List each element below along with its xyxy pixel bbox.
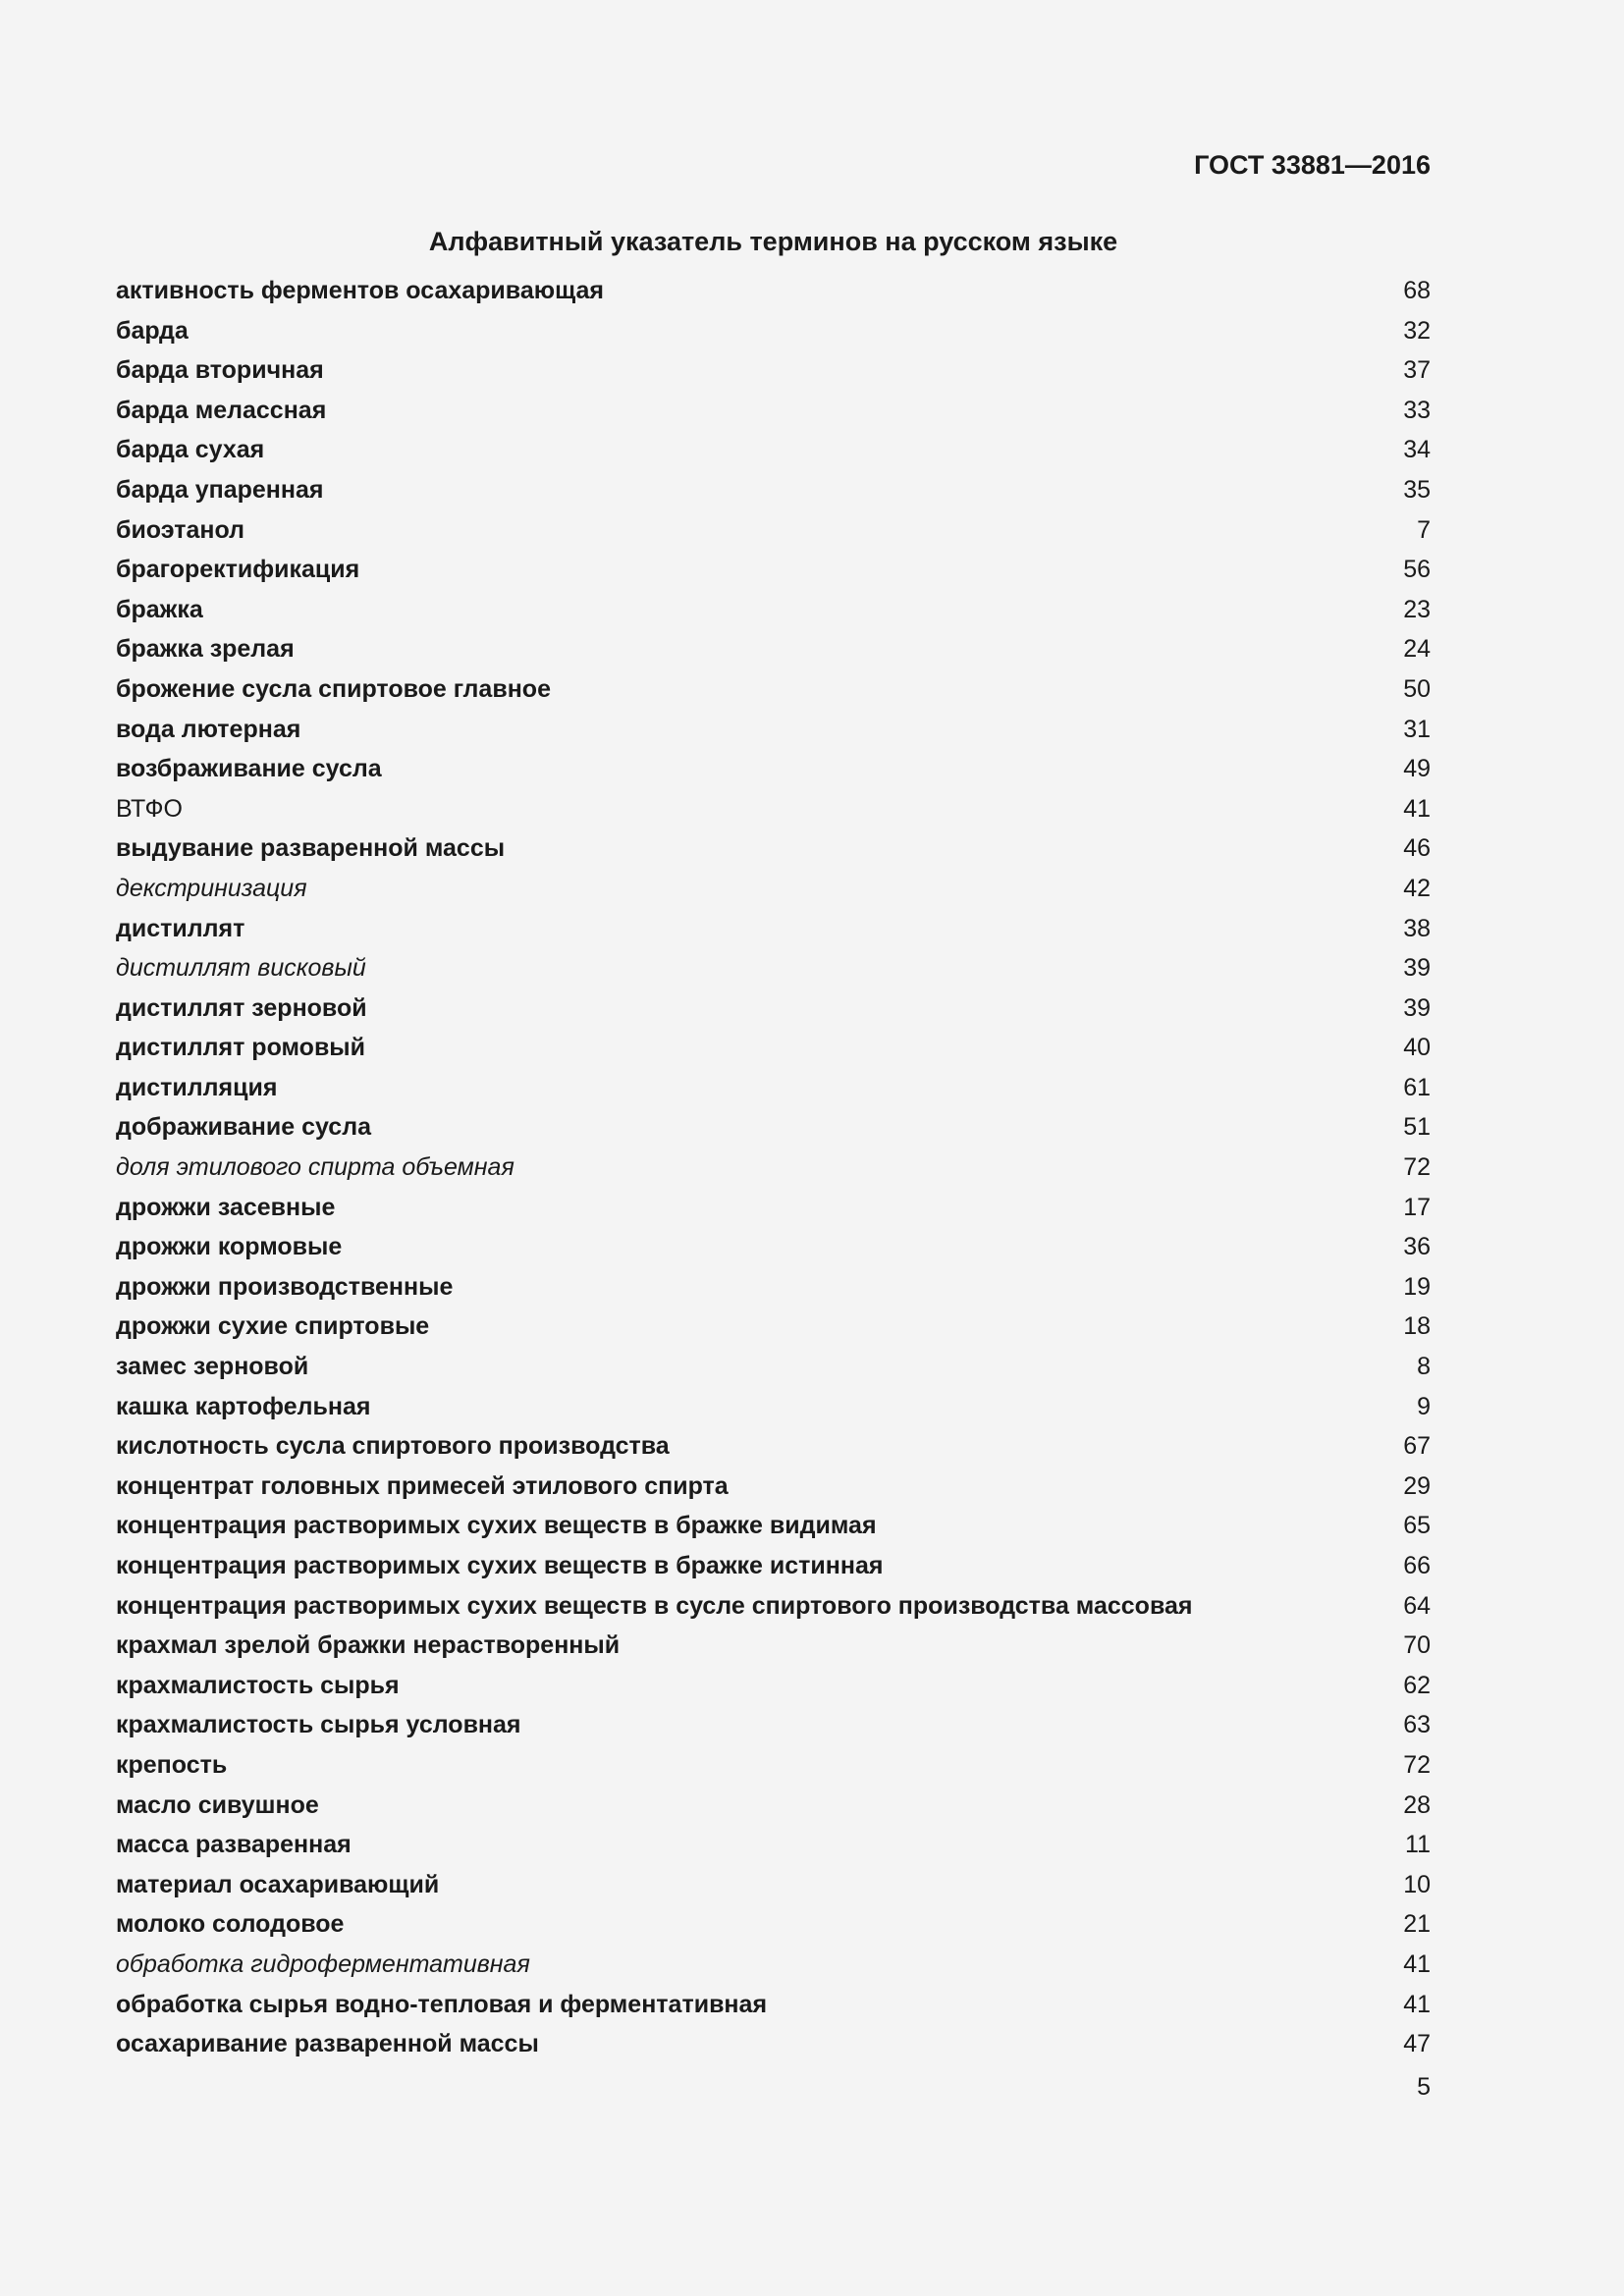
index-page-ref: 19 [1403, 1272, 1431, 1301]
index-entry [116, 869, 1431, 909]
index-term: активность ферментов осахаривающая [116, 277, 604, 304]
index-entry [116, 1586, 1431, 1627]
index-entry [116, 1467, 1431, 1507]
index-page-ref: 56 [1403, 556, 1431, 584]
index-term: дображивание сусла [116, 1113, 371, 1142]
index-entry [116, 1546, 1431, 1586]
index-term: ВТФО [116, 794, 183, 823]
index-page-ref: 8 [1417, 1353, 1431, 1381]
index-page-ref: 24 [1403, 635, 1431, 664]
index-entry [116, 1148, 1431, 1188]
index-page-ref: 41 [1403, 1949, 1431, 1978]
index-entry [116, 669, 1431, 710]
index-page-ref: 49 [1403, 755, 1431, 783]
index-term: молоко солодовое [116, 1910, 345, 1939]
index-page-ref: 62 [1403, 1671, 1431, 1699]
index-entry [116, 1387, 1431, 1427]
index-entry [116, 350, 1431, 391]
index-entry [116, 1068, 1431, 1108]
index-entry [116, 271, 1431, 311]
index-term: бражка зрелая [116, 635, 295, 664]
index-term: концентрация растворимых сухих веществ в сусле спиртового производства массовая [116, 1591, 1193, 1620]
index-entry [116, 1307, 1431, 1347]
index-term: дистилляция [116, 1073, 278, 1101]
index-entry [116, 1786, 1431, 1826]
index-page-ref: 32 [1403, 316, 1431, 345]
index-page-ref: 33 [1403, 396, 1431, 424]
index-page-ref: 38 [1403, 914, 1431, 942]
index-page-ref: 67 [1403, 1432, 1431, 1461]
index-entry [116, 1865, 1431, 1905]
index-term: концентрат головных примесей этилового спирта [116, 1471, 729, 1500]
index-entry [116, 1426, 1431, 1467]
index-term: дрожжи сухие спиртовые [116, 1312, 430, 1341]
index-entry [116, 2024, 1431, 2064]
index-page-ref: 42 [1403, 874, 1431, 902]
index-entry [116, 1985, 1431, 2025]
index-term: масло сивушное [116, 1790, 319, 1819]
index-term: концентрация растворимых сухих веществ в бражке видимая [116, 1512, 877, 1540]
index-entry [116, 1745, 1431, 1786]
index-page-ref: 72 [1403, 1153, 1431, 1182]
index-page-ref: 7 [1417, 515, 1431, 544]
index-entry [116, 988, 1431, 1029]
index-term: доля этилового спирта объемная [116, 1153, 514, 1182]
index-page-ref: 28 [1403, 1790, 1431, 1819]
index-term: дистиллят [116, 914, 245, 942]
index-page-ref: 18 [1403, 1312, 1431, 1341]
index-term: замес зерновой [116, 1353, 309, 1381]
index-term: дистиллят висковый [116, 954, 366, 983]
index-term: дрожжи кормовые [116, 1233, 343, 1261]
index-term: крепость [116, 1750, 228, 1779]
index-term: обработка гидроферментативная [116, 1949, 530, 1978]
term-index-list [116, 271, 1431, 2064]
index-entry [116, 710, 1431, 750]
index-entry [116, 1626, 1431, 1666]
index-page-ref: 39 [1403, 993, 1431, 1022]
index-entry [116, 789, 1431, 829]
index-term: кислотность сусла спиртового производства [116, 1432, 670, 1461]
index-page-ref: 21 [1403, 1910, 1431, 1939]
index-page-ref: 70 [1403, 1631, 1431, 1660]
index-entry [116, 1267, 1431, 1308]
index-term: крахмал зрелой бражки нерастворенный [116, 1631, 621, 1660]
index-term: возбраживание сусла [116, 755, 382, 783]
index-entry [116, 1945, 1431, 1985]
document-code: ГОСТ 33881—2016 [1194, 150, 1431, 180]
index-term: вода лютерная [116, 715, 301, 743]
index-page-ref: 41 [1403, 794, 1431, 823]
index-entry [116, 1506, 1431, 1546]
index-term: концентрация растворимых сухих веществ в бражке истинная [116, 1552, 884, 1579]
index-entry [116, 430, 1431, 470]
index-entry [116, 1188, 1431, 1228]
index-entry [116, 749, 1431, 789]
index-title: Алфавитный указатель терминов на русском языке [428, 227, 1118, 256]
index-page-ref: 39 [1403, 954, 1431, 983]
index-page-ref: 47 [1403, 2030, 1431, 2058]
index-term: выдувание разваренной массы [116, 834, 506, 863]
index-page-ref: 51 [1403, 1113, 1431, 1142]
index-term: бражка [116, 595, 203, 623]
index-entry [116, 1904, 1431, 1945]
index-page-ref: 34 [1403, 436, 1431, 464]
index-term: дрожжи засевные [116, 1193, 336, 1221]
index-page-ref: 46 [1403, 834, 1431, 863]
index-term: кашка картофельная [116, 1392, 371, 1420]
index-entry [116, 948, 1431, 988]
index-page-ref: 35 [1403, 475, 1431, 504]
index-entry [116, 909, 1431, 949]
index-page-ref: 23 [1403, 595, 1431, 623]
index-term: барда мелассная [116, 396, 327, 424]
index-page-ref: 10 [1403, 1870, 1431, 1898]
index-entry [116, 550, 1431, 590]
index-term: барда вторичная [116, 356, 324, 385]
index-term: декстринизация [116, 874, 307, 902]
index-entry [116, 1227, 1431, 1267]
index-term: барда сухая [116, 436, 265, 464]
index-page-ref: 65 [1403, 1512, 1431, 1540]
index-entry [116, 1347, 1431, 1387]
index-page-ref: 29 [1403, 1471, 1431, 1500]
page-number: 5 [1417, 2073, 1431, 2101]
index-entry [116, 311, 1431, 351]
index-page-ref: 41 [1403, 1990, 1431, 2018]
index-page-ref: 37 [1403, 356, 1431, 385]
index-term: барда упаренная [116, 475, 324, 504]
index-page-ref: 40 [1403, 1034, 1431, 1062]
index-term: крахмалистость сырья условная [116, 1711, 521, 1739]
index-term: брожение сусла спиртовое главное [116, 674, 551, 703]
index-page-ref: 64 [1403, 1591, 1431, 1620]
index-entry [116, 828, 1431, 869]
index-term: дистиллят ромовый [116, 1034, 366, 1062]
index-page-ref: 11 [1405, 1831, 1431, 1859]
index-page-ref: 9 [1417, 1392, 1431, 1420]
index-entry [116, 629, 1431, 669]
index-page-ref: 17 [1403, 1193, 1431, 1221]
index-term: масса разваренная [116, 1831, 352, 1859]
index-entry [116, 510, 1431, 551]
index-entry [116, 590, 1431, 630]
index-entry [116, 391, 1431, 431]
index-term: крахмалистость сырья [116, 1671, 400, 1699]
index-page-ref: 72 [1403, 1750, 1431, 1779]
index-page-ref: 36 [1403, 1233, 1431, 1261]
index-entry [116, 470, 1431, 510]
index-page-ref: 66 [1403, 1552, 1431, 1579]
index-term: дрожжи производственные [116, 1272, 454, 1301]
index-entry [116, 1705, 1431, 1745]
index-entry [116, 1825, 1431, 1865]
index-term: обработка сырья водно-тепловая и ферментативная [116, 1990, 768, 2018]
index-page-ref: 68 [1403, 277, 1431, 304]
index-entry [116, 1107, 1431, 1148]
index-term: материал осахаривающий [116, 1870, 440, 1898]
index-page-ref: 63 [1403, 1711, 1431, 1739]
index-entry [116, 1666, 1431, 1706]
index-term: брагоректификация [116, 556, 360, 584]
index-term: осахаривание разваренной массы [116, 2030, 539, 2058]
index-term: барда [116, 316, 189, 345]
index-page-ref: 31 [1403, 715, 1431, 743]
index-page-ref: 50 [1403, 674, 1431, 703]
index-term: дистиллят зерновой [116, 993, 367, 1022]
index-page-ref: 61 [1403, 1073, 1431, 1101]
index-entry [116, 1028, 1431, 1068]
index-term: биоэтанол [116, 515, 245, 544]
